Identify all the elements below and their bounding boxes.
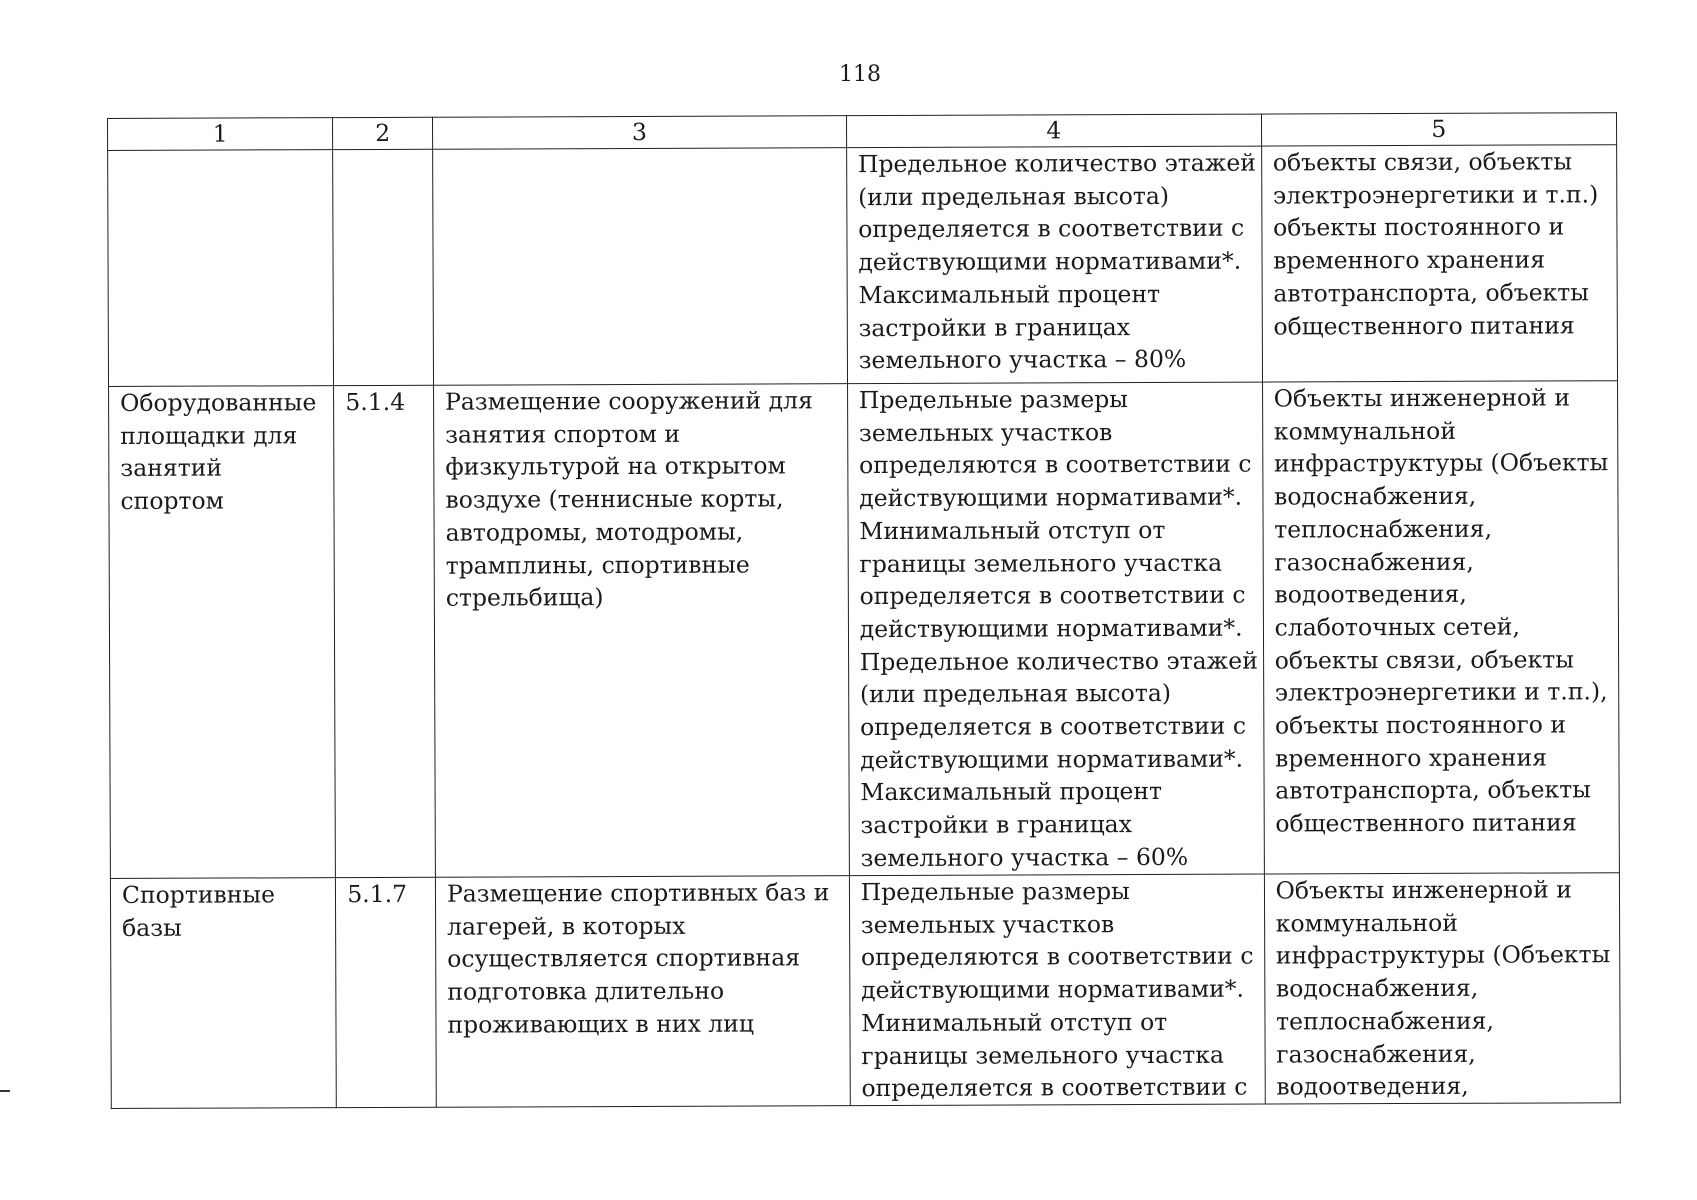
text-line: площадки для (120, 420, 298, 450)
text-line: водоснабжения, (1274, 481, 1477, 511)
cell-parameters (846, 146, 1262, 384)
text-line: действующими нормативами*. (859, 613, 1243, 644)
text-line: физкультурой на открытом (445, 451, 786, 482)
table-row (109, 381, 1620, 879)
text-line: Оборудованные (120, 388, 317, 417)
text-line: спортом (120, 486, 224, 516)
cell-use-code (333, 149, 434, 385)
text-line: границы земельного участка (861, 1040, 1225, 1070)
text-line: земельного участка – 60% (860, 842, 1189, 872)
text-line: инфраструктуры (Объекты (1273, 448, 1609, 478)
text-line: коммунальной (1273, 416, 1457, 446)
column-header-2: 2 (333, 117, 433, 149)
text-line: занятия спортом и (445, 419, 681, 449)
text-line: объекты связи, объекты (1274, 644, 1575, 675)
text-line: действующими нормативами*. (859, 482, 1243, 513)
page-number: 118 (839, 62, 881, 87)
text-line: земельных участков (858, 417, 1113, 447)
text-line: действующими нормативами*. (858, 246, 1242, 277)
text-line: Предельные размеры (858, 385, 1128, 415)
text-line: Максимальный процент (860, 777, 1163, 807)
text-line: общественного питания (1273, 310, 1575, 341)
text-line: водоотведения, (1276, 1071, 1469, 1101)
text-line: определяется в соответствии с (861, 1072, 1248, 1103)
text-line: Размещение сооружений для (445, 386, 813, 416)
column-header-3: 3 (432, 116, 846, 150)
text-line: слаботочных сетей, (1274, 612, 1520, 642)
text-line: Минимальный отступ от (861, 1007, 1168, 1037)
cell-use-code (336, 877, 437, 1107)
text-line: (или предельная высота) (858, 181, 1170, 211)
text-line: коммунальной (1275, 908, 1458, 938)
text-line: лагерей, в которых (447, 911, 686, 941)
text-line: действующими нормативами*. (861, 974, 1245, 1005)
text-line: трамплины, спортивные (445, 550, 750, 580)
cell-text: 5.1.4 (345, 387, 406, 417)
text-line: водоснабжения, (1275, 973, 1479, 1003)
text-line: (или предельная высота) (859, 679, 1172, 709)
scan-artifact-mark (0, 1090, 10, 1092)
text-line: Предельные размеры (860, 877, 1130, 907)
cell-parameters (849, 874, 1265, 1106)
text-line: электроэнергетики и т.п.), (1274, 677, 1608, 707)
text-line: Спортивные (121, 880, 276, 909)
table-row (110, 873, 1620, 1109)
text-line: Объекты инженерной и (1273, 383, 1571, 413)
table-container (107, 112, 1621, 1109)
text-line: общественного питания (1275, 808, 1577, 838)
column-header-4: 4 (846, 114, 1261, 148)
text-line: Предельное количество этажей (859, 646, 1258, 676)
text-line: электроэнергетики и т.п.) (1272, 179, 1599, 210)
text-line: газоснабжения, (1274, 547, 1474, 577)
text-line: земельных участков (860, 909, 1115, 939)
text-line: автодромы, мотодромы, (445, 517, 744, 547)
text-line: определяются в соответствии с (859, 450, 1252, 480)
cell-text: 5.1.7 (347, 879, 408, 909)
text-line: подготовка длительно (447, 976, 725, 1006)
text-line: газоснабжения, (1276, 1039, 1476, 1069)
text-line: автотранспорта, объекты (1273, 278, 1590, 308)
cell-use-description (433, 148, 848, 386)
land-use-table (107, 112, 1621, 1109)
text-line: временного хранения (1275, 743, 1547, 773)
cell-use-name (109, 386, 336, 879)
text-line: Размещение спортивных баз и (446, 878, 830, 908)
column-header-1: 1 (108, 118, 333, 151)
text-line: определяется в соответствии с (858, 214, 1245, 244)
text-line: теплоснабжения, (1274, 514, 1493, 544)
column-header-5: 5 (1261, 113, 1616, 146)
text-line: границы земельного участка (859, 548, 1223, 578)
text-line: объекты постоянного и (1273, 212, 1565, 242)
text-line: застройки в границах (858, 312, 1131, 342)
cell-auxiliary-uses (1261, 145, 1617, 382)
text-line: Максимальный процент (858, 279, 1161, 309)
cell-use-description (433, 384, 849, 878)
text-line: проживающих в них лиц (447, 1009, 755, 1039)
text-line: определяется в соответствии с (860, 711, 1247, 742)
text-line: временного хранения (1273, 245, 1546, 275)
text-line: стрельбища) (445, 583, 604, 612)
cell-auxiliary-uses (1264, 873, 1620, 1104)
text-line: объекты постоянного и (1274, 710, 1567, 740)
cell-use-code (334, 385, 436, 877)
text-line: водоотведения, (1274, 580, 1467, 609)
cell-use-name (110, 878, 336, 1109)
text-line: определяется в соответствии с (859, 580, 1246, 611)
text-line: автотранспорта, объекты (1275, 775, 1591, 805)
text-line: Объекты инженерной и (1275, 875, 1572, 905)
cell-use-description (435, 876, 850, 1108)
text-line: осуществляется спортивная (447, 943, 801, 974)
table-row (108, 145, 1618, 387)
text-line: земельного участка – 80% (858, 345, 1187, 375)
cell-parameters (847, 382, 1264, 876)
text-line: застройки в границах (860, 810, 1132, 840)
text-line: объекты связи, объекты (1272, 147, 1573, 177)
text-line: Предельное количество этажей (857, 148, 1256, 179)
text-line: Минимальный отступ от (859, 515, 1166, 545)
text-line: воздухе (теннисные корты, (445, 484, 784, 514)
cell-use-name (108, 150, 334, 387)
text-line: базы (122, 913, 182, 942)
text-line: действующими нормативами*. (860, 744, 1244, 774)
text-line: определяются в соответствии с (860, 942, 1254, 972)
cell-auxiliary-uses (1262, 381, 1619, 874)
text-line: занятий (120, 453, 223, 483)
text-line: инфраструктуры (Объекты (1275, 940, 1611, 970)
text-line: теплоснабжения, (1276, 1006, 1494, 1036)
